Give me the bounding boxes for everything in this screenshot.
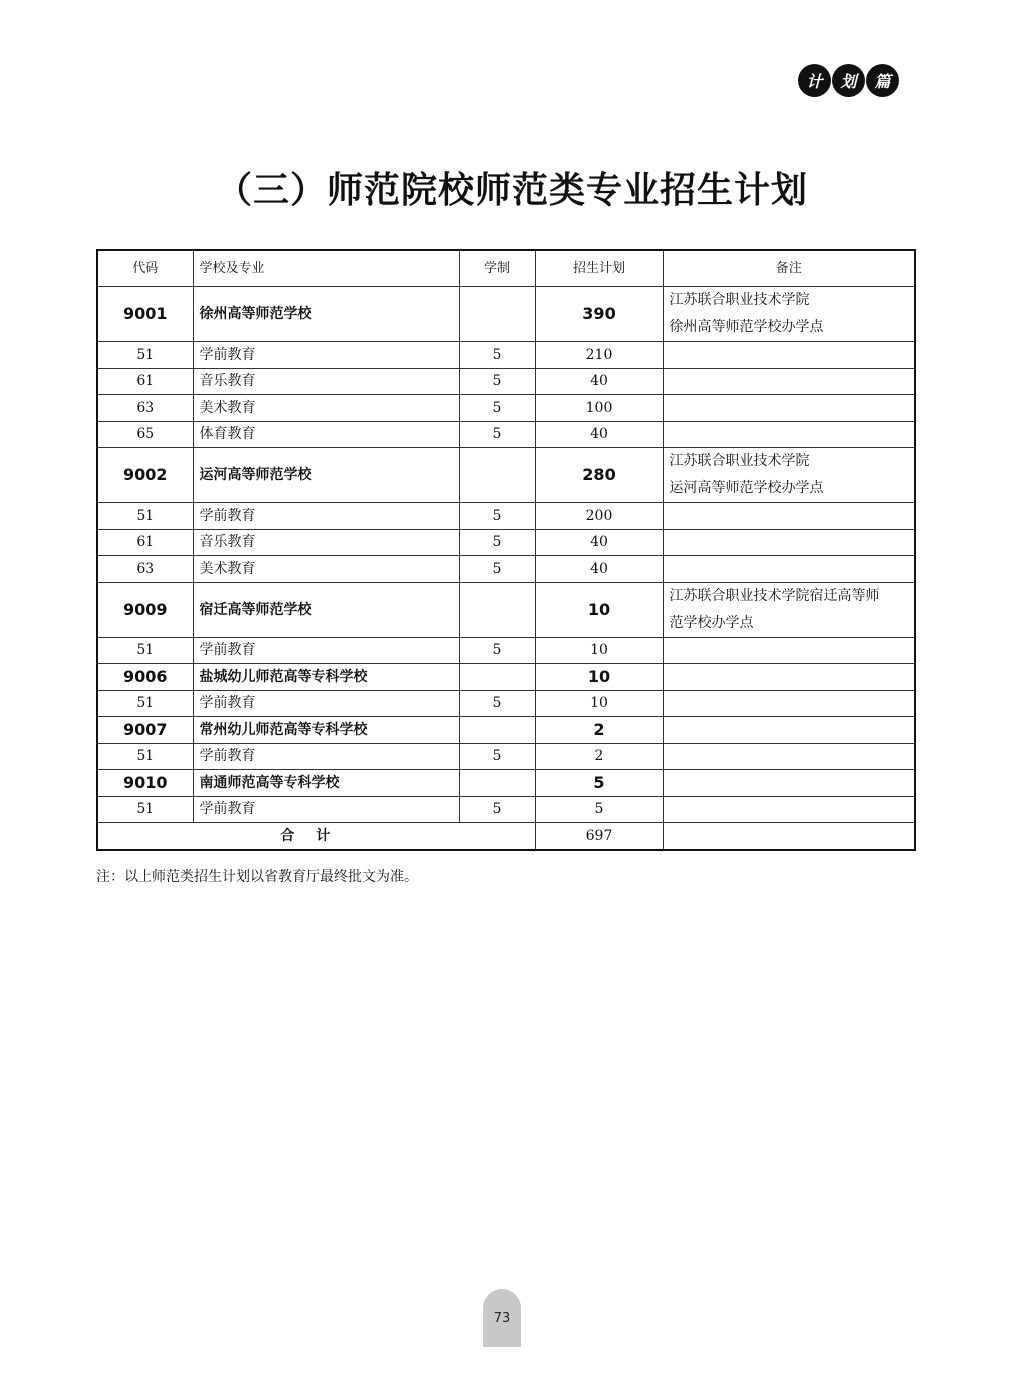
- remarks-cell: [663, 743, 915, 770]
- major-row: [97, 556, 915, 583]
- section-badge-char: 划: [832, 64, 865, 97]
- plan-cell: 5: [535, 770, 663, 797]
- major-row: [97, 503, 915, 530]
- remarks-cell: [663, 342, 915, 369]
- duration-cell: 5: [459, 690, 535, 717]
- enrollment-plan-table: [96, 249, 916, 851]
- school-major-cell: 学前教育: [193, 743, 459, 770]
- duration-cell: 5: [459, 529, 535, 556]
- remarks-line: 范学校办学点: [669, 614, 754, 631]
- code-cell: 51: [97, 796, 193, 823]
- remarks-cell: [663, 448, 915, 503]
- plan-cell: 10: [535, 582, 663, 637]
- remarks-cell: [663, 770, 915, 797]
- code-cell: 9009: [97, 582, 193, 637]
- table-header-row: [97, 250, 915, 287]
- school-major-cell: 南通师范高等专科学校: [193, 770, 459, 797]
- school-major-cell: 音乐教育: [193, 368, 459, 395]
- duration-cell: 5: [459, 368, 535, 395]
- duration-cell: 5: [459, 395, 535, 422]
- page-title: （三）师范院校师范类专业招生计划: [215, 170, 808, 211]
- remarks-line: 江苏联合职业技术学院: [669, 292, 810, 308]
- major-row: [97, 529, 915, 556]
- code-cell: 51: [97, 503, 193, 530]
- remarks-cell: [663, 503, 915, 530]
- remarks-cell: [663, 637, 915, 664]
- school-major-cell: 宿迁高等师范学校: [193, 582, 459, 637]
- school-row: [97, 717, 915, 744]
- total-row: [97, 823, 915, 850]
- plan-cell: 10: [535, 690, 663, 717]
- table-body: [97, 287, 915, 823]
- remarks-cell: [663, 796, 915, 823]
- plan-cell: 2: [535, 717, 663, 744]
- total-plan: 697: [535, 823, 663, 850]
- duration-cell: [459, 287, 535, 342]
- duration-cell: 5: [459, 796, 535, 823]
- plan-cell: 10: [535, 637, 663, 664]
- duration-cell: 5: [459, 421, 535, 448]
- header-school-major: 学校及专业: [193, 250, 459, 287]
- school-row: [97, 287, 915, 342]
- school-major-cell: 常州幼儿师范高等专科学校: [193, 717, 459, 744]
- plan-cell: 40: [535, 529, 663, 556]
- code-cell: 9006: [97, 664, 193, 691]
- duration-cell: [459, 770, 535, 797]
- remarks-line: 运河高等师范学校办学点: [669, 480, 824, 496]
- header-duration: 学制: [459, 250, 535, 287]
- section-badge-char: 计: [798, 64, 831, 97]
- section-badge-char: 篇: [866, 64, 899, 97]
- duration-cell: [459, 448, 535, 503]
- major-row: [97, 421, 915, 448]
- remarks-cell: [663, 717, 915, 744]
- page-number: 73: [483, 1289, 521, 1347]
- code-cell: 9010: [97, 770, 193, 797]
- code-cell: 51: [97, 342, 193, 369]
- school-major-cell: 运河高等师范学校: [193, 448, 459, 503]
- code-cell: 51: [97, 690, 193, 717]
- plan-cell: 100: [535, 395, 663, 422]
- duration-cell: [459, 664, 535, 691]
- plan-cell: 200: [535, 503, 663, 530]
- header-plan: 招生计划: [535, 250, 663, 287]
- plan-cell: 210: [535, 342, 663, 369]
- major-row: [97, 342, 915, 369]
- code-cell: 51: [97, 637, 193, 664]
- plan-cell: 10: [535, 664, 663, 691]
- school-major-cell: 盐城幼儿师范高等专科学校: [193, 664, 459, 691]
- duration-cell: 5: [459, 556, 535, 583]
- remarks-cell: [663, 556, 915, 583]
- school-row: [97, 448, 915, 503]
- major-row: [97, 743, 915, 770]
- major-row: [97, 796, 915, 823]
- duration-cell: [459, 717, 535, 744]
- school-major-cell: 徐州高等师范学校: [193, 287, 459, 342]
- remarks-cell: [663, 529, 915, 556]
- school-major-cell: 学前教育: [193, 503, 459, 530]
- code-cell: 9001: [97, 287, 193, 342]
- code-cell: 51: [97, 743, 193, 770]
- code-cell: 61: [97, 368, 193, 395]
- plan-cell: 40: [535, 421, 663, 448]
- major-row: [97, 637, 915, 664]
- school-major-cell: 学前教育: [193, 342, 459, 369]
- remarks-cell: [663, 664, 915, 691]
- plan-cell: 40: [535, 368, 663, 395]
- major-row: [97, 368, 915, 395]
- school-row: [97, 770, 915, 797]
- header-remarks: 备注: [663, 250, 915, 287]
- plan-cell: 40: [535, 556, 663, 583]
- school-major-cell: 学前教育: [193, 637, 459, 664]
- remarks-line: 江苏联合职业技术学院宿迁高等师: [669, 587, 880, 604]
- duration-cell: 5: [459, 342, 535, 369]
- remarks-cell: [663, 368, 915, 395]
- duration-cell: [459, 582, 535, 637]
- remarks-cell: [663, 582, 915, 637]
- plan-cell: 390: [535, 287, 663, 342]
- school-row: [97, 582, 915, 637]
- plan-cell: 2: [535, 743, 663, 770]
- remarks-line: 徐州高等师范学校办学点: [669, 319, 824, 335]
- plan-cell: 5: [535, 796, 663, 823]
- school-major-cell: 体育教育: [193, 421, 459, 448]
- code-cell: 63: [97, 556, 193, 583]
- code-cell: 9007: [97, 717, 193, 744]
- school-major-cell: 美术教育: [193, 556, 459, 583]
- total-label: 合计: [97, 823, 535, 850]
- section-badge: [798, 64, 899, 100]
- plan-cell: 280: [535, 448, 663, 503]
- major-row: [97, 690, 915, 717]
- footnote: 注：以上师范类招生计划以省教育厅最终批文为准。: [96, 869, 418, 885]
- code-cell: 61: [97, 529, 193, 556]
- remarks-cell: [663, 421, 915, 448]
- major-row: [97, 395, 915, 422]
- school-major-cell: 学前教育: [193, 796, 459, 823]
- remarks-cell: [663, 690, 915, 717]
- school-major-cell: 学前教育: [193, 690, 459, 717]
- duration-cell: 5: [459, 637, 535, 664]
- code-cell: 65: [97, 421, 193, 448]
- code-cell: 63: [97, 395, 193, 422]
- school-row: [97, 664, 915, 691]
- duration-cell: 5: [459, 743, 535, 770]
- remarks-cell: [663, 395, 915, 422]
- code-cell: 9002: [97, 448, 193, 503]
- school-major-cell: 音乐教育: [193, 529, 459, 556]
- header-code: 代码: [97, 250, 193, 287]
- remarks-cell: [663, 287, 915, 342]
- remarks-line: 江苏联合职业技术学院: [669, 453, 810, 469]
- total-remarks: [663, 823, 915, 850]
- school-major-cell: 美术教育: [193, 395, 459, 422]
- duration-cell: 5: [459, 503, 535, 530]
